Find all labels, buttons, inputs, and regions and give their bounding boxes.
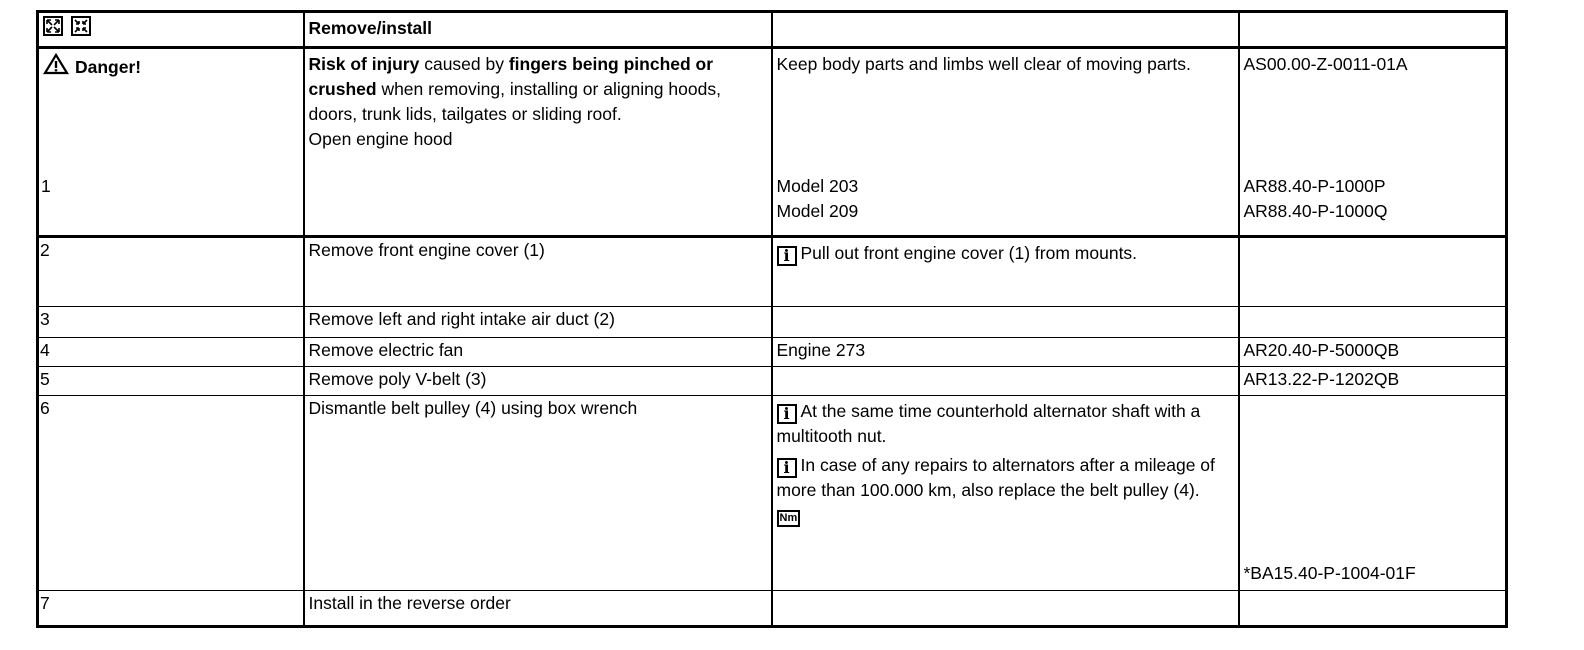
info-note: At the same time counterhold alternator shaft with a multitooth nut. xyxy=(776,401,1201,446)
danger-note: Keep body parts and limbs well clear of moving parts. xyxy=(776,54,1191,74)
step-action: Remove poly V-belt (3) xyxy=(304,367,772,396)
model-note: Model 203 xyxy=(776,176,859,196)
header-title: Remove/install xyxy=(304,12,772,48)
ref-link[interactable]: AR88.40-P-1000P xyxy=(1243,176,1386,196)
info-note: Pull out front engine cover (1) from mounts. xyxy=(800,243,1138,263)
step-row xyxy=(38,338,1507,367)
collapse-all-icon[interactable] xyxy=(71,16,91,43)
model-note: Model 209 xyxy=(776,201,859,221)
step-number: 5 xyxy=(38,367,304,396)
step-action: Remove front engine cover (1) xyxy=(304,237,772,307)
step-action: Dismantle belt pulley (4) using box wrench xyxy=(304,396,772,591)
step-number: 7 xyxy=(38,591,304,627)
step-row xyxy=(38,396,1507,591)
procedure-table xyxy=(36,10,1508,628)
expand-all-icon[interactable] xyxy=(43,16,63,43)
step-action: Install in the reverse order xyxy=(304,591,772,627)
step-row xyxy=(38,237,1507,307)
danger-text: Risk of injury caused by fingers being pinched or crushed when removing, installing or aligning hoods, doors, trunk lids, tailgates or sliding roof. xyxy=(308,54,721,124)
info-icon: i xyxy=(777,458,797,478)
step-action: Open engine hood xyxy=(308,129,453,149)
ref-link[interactable]: AR13.22-P-1202QB xyxy=(1239,367,1507,396)
step-number: 2 xyxy=(38,237,304,307)
info-note: In case of any repairs to alternators after a mileage of more than 100.000 km, also replace the belt pulley (4). xyxy=(776,455,1215,500)
step-row xyxy=(38,591,1507,627)
danger-row xyxy=(38,48,1507,237)
step-number: 3 xyxy=(38,307,304,338)
step-note: Engine 273 xyxy=(772,338,1239,367)
info-icon: i xyxy=(777,404,797,424)
step-row xyxy=(38,307,1507,338)
ref-link[interactable]: AR88.40-P-1000Q xyxy=(1243,201,1388,221)
step-row xyxy=(38,367,1507,396)
ref-link[interactable]: AR20.40-P-5000QB xyxy=(1239,338,1507,367)
danger-ref-link[interactable]: AS00.00-Z-0011-01A xyxy=(1243,54,1408,74)
header-row xyxy=(38,12,1507,48)
step-number: 4 xyxy=(38,338,304,367)
step-number: 1 xyxy=(41,176,51,196)
step-number: 6 xyxy=(38,396,304,591)
info-icon: i xyxy=(777,246,797,266)
warning-triangle-icon xyxy=(43,53,69,82)
torque-nm-icon[interactable]: Nm xyxy=(777,510,801,527)
header-icons-cell xyxy=(38,12,304,48)
danger-label: Danger! xyxy=(75,57,142,77)
ref-link[interactable]: *BA15.40-P-1004-01F xyxy=(1243,563,1416,583)
step-action: Remove electric fan xyxy=(304,338,772,367)
step-action: Remove left and right intake air duct (2) xyxy=(304,307,772,338)
